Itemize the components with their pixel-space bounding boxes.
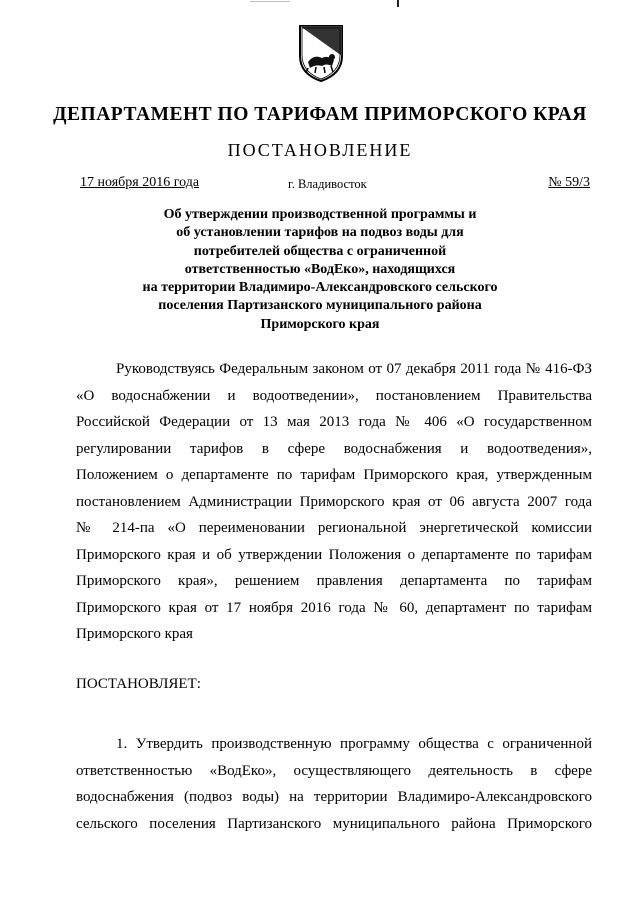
paragraph-line: Приморского края», решением правления департамента по тарифам: [76, 573, 592, 589]
title-line: ответственностью «ВодЕко», находящихся: [184, 261, 456, 277]
scan-artifact-mark: [397, 0, 399, 7]
paragraph-line: «О водоснабжении и водоотведении», постановлением Правительства: [76, 387, 592, 404]
title-line: Об утверждении производственной программы и: [163, 207, 477, 222]
resolve-heading: ПОСТАНОВЛЯЕТ:: [76, 676, 201, 692]
title-line: Приморского края: [260, 316, 380, 332]
title-line: на территории Владимиро-Александровского сельского: [142, 280, 498, 296]
paragraph-line: ответственностью «ВодЕко», осуществляющего деятельность в сфере: [76, 762, 592, 779]
coat-of-arms-icon: [296, 22, 346, 84]
document-city: г. Владивосток: [288, 177, 367, 191]
paragraph-line: 1. Утвердить производственную программу общества с ограниченной: [116, 736, 592, 752]
paragraph-line: Приморского края: [76, 626, 193, 642]
paragraph-line: № 214-па «О переименовании региональной энергетической комиссии: [76, 520, 592, 536]
title-line: об установлении тарифов на подвоз воды для: [176, 225, 464, 241]
document-type: ПОСТАНОВЛЕНИЕ: [227, 140, 413, 160]
document-title: [110, 206, 530, 334]
paragraph-line: регулировании тарифов в сфере водоснабжения и водоотведения»,: [76, 440, 592, 457]
paragraph-line: Приморского края от 17 ноября 2016 года № 60, департамент по тарифам: [76, 599, 592, 616]
title-line: поселения Партизанского муниципального района: [158, 298, 482, 314]
scan-artifact-line: [250, 1, 290, 2]
clause-1-paragraph: [76, 731, 592, 837]
document-date: 17 ноября 2016 года: [80, 175, 200, 190]
paragraph-line: Руководствуясь Федеральным законом от 07 декабря 2011 года № 416-ФЗ: [116, 361, 592, 377]
paragraph-line: постановлением Администрации Приморского края от 06 августа 2007 года: [76, 493, 592, 510]
paragraph-line: водоснабжения (подвоз воды) на территории Владимиро-Александровского: [76, 789, 592, 805]
department-heading: ДЕПАРТАМЕНТ ПО ТАРИФАМ ПРИМОРСКОГО КРАЯ: [53, 104, 587, 125]
document-number: № 59/3: [548, 175, 590, 190]
title-line: потребителей общества с ограниченной: [193, 243, 447, 259]
paragraph-line: Российской Федерации от 13 мая 2013 года № 406 «О государственном: [76, 414, 592, 430]
paragraph-line: Приморского края и об утверждении Положения о департаменте по тарифам: [76, 546, 592, 563]
paragraph-line: Положением о департаменте по тарифам Приморского края, утвержденным: [76, 467, 592, 483]
preamble-paragraph: [76, 356, 592, 648]
paragraph-line: сельского поселения Партизанского муниципального района Приморского: [76, 815, 592, 832]
